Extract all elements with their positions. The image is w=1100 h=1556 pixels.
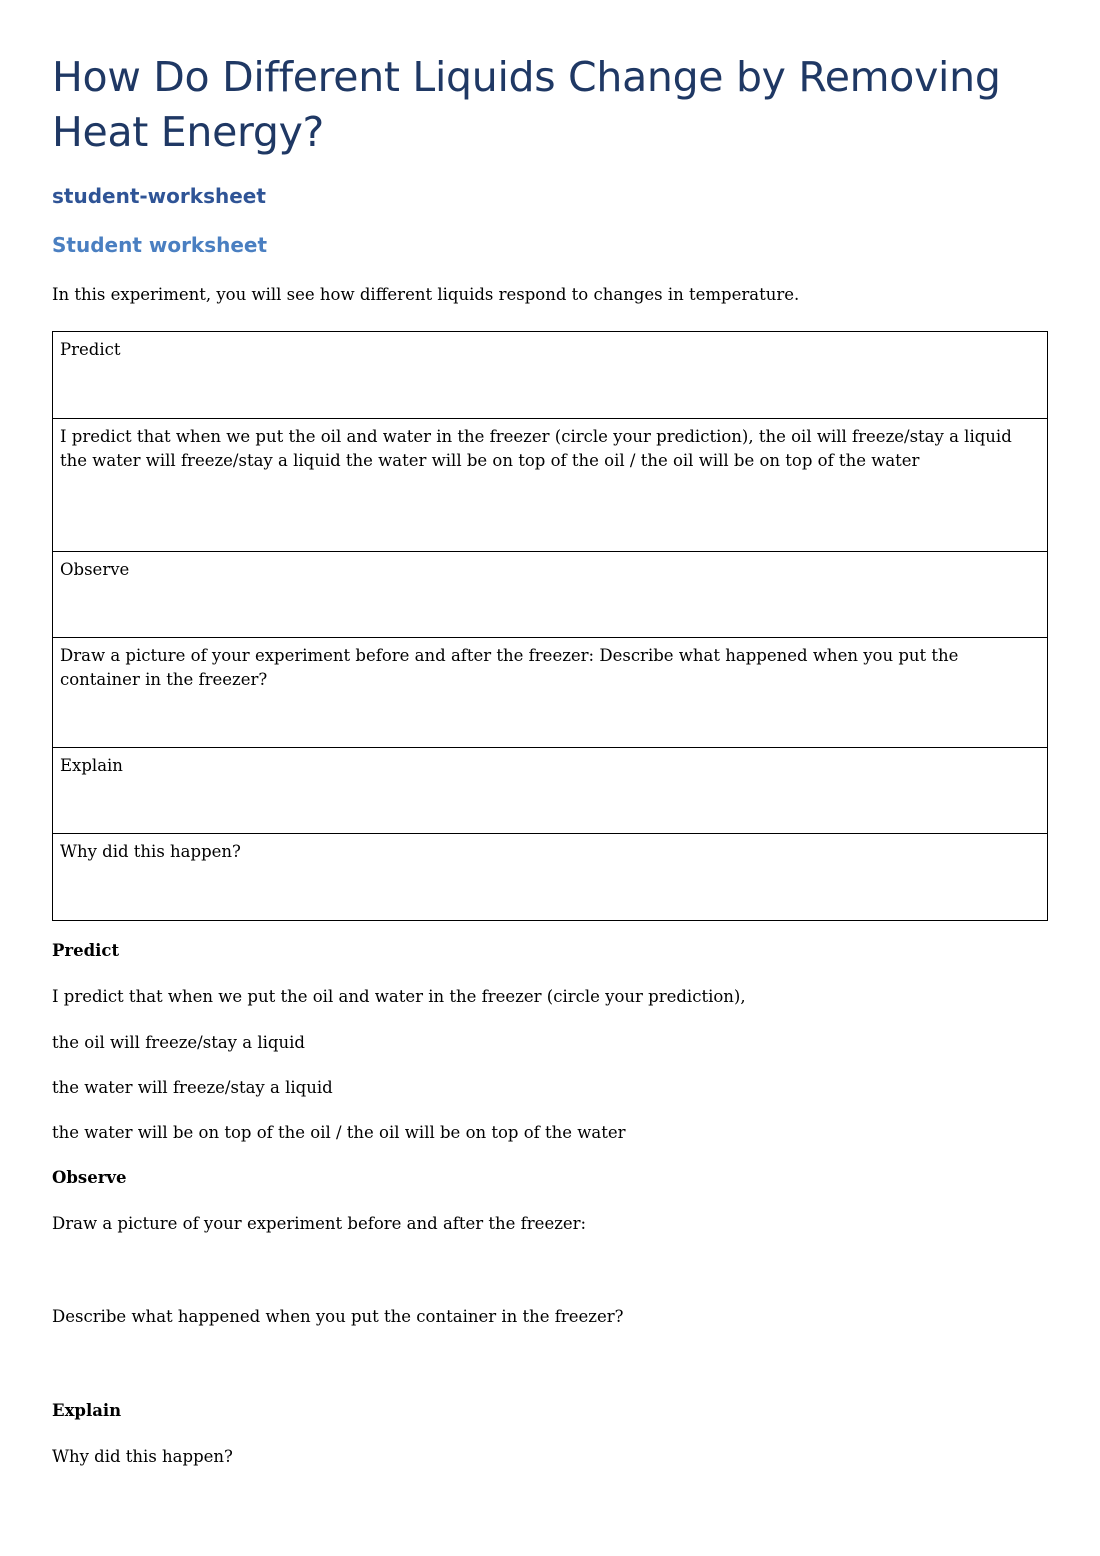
predict-heading: Predict [52,941,120,960]
page-title-line2: Heat Energy? [52,108,324,156]
observe-heading: Observe [52,1168,127,1187]
explain-heading: Explain [52,1401,122,1420]
predict-water-line: the water will freeze/stay a liquid [52,1078,333,1097]
table-row-explain: Explain [53,748,1047,834]
predict-intro: I predict that when we put the oil and water in the freezer (circle your prediction), [52,987,746,1006]
table-row-predict: Predict [53,332,1047,419]
explain-question: Why did this happen? [52,1447,233,1466]
observe-describe-prompt: Describe what happened when you put the container in the freezer? [52,1307,624,1326]
subtitle-slug: student-worksheet [52,184,266,208]
subtitle-student-worksheet: Student worksheet [52,233,268,257]
table-row-predict-answer: I predict that when we put the oil and water in the freezer (circle your prediction), the oil will freeze/stay a liquid the water will freeze/stay a liquid the water will be on top of the oil / the oil will be on top of the water [53,419,1047,552]
predict-layer-line: the water will be on top of the oil / the oil will be on top of the water [52,1123,626,1142]
table-row-observe-answer: Draw a picture of your experiment before and after the freezer: Describe what happened when you put the container in the freezer? [53,638,1047,748]
page-title [52,50,1048,160]
table-row-explain-answer: Why did this happen? [60,842,241,861]
page-title-line1: How Do Different Liquids Change by Removing [52,53,1001,101]
intro-paragraph: In this experiment, you will see how different liquids respond to changes in temperature. [52,285,800,304]
observe-draw-prompt: Draw a picture of your experiment before and after the freezer: [52,1214,587,1233]
table-row-observe: Observe [53,552,1047,638]
predict-oil-line: the oil will freeze/stay a liquid [52,1033,305,1052]
worksheet-table [52,331,1048,921]
